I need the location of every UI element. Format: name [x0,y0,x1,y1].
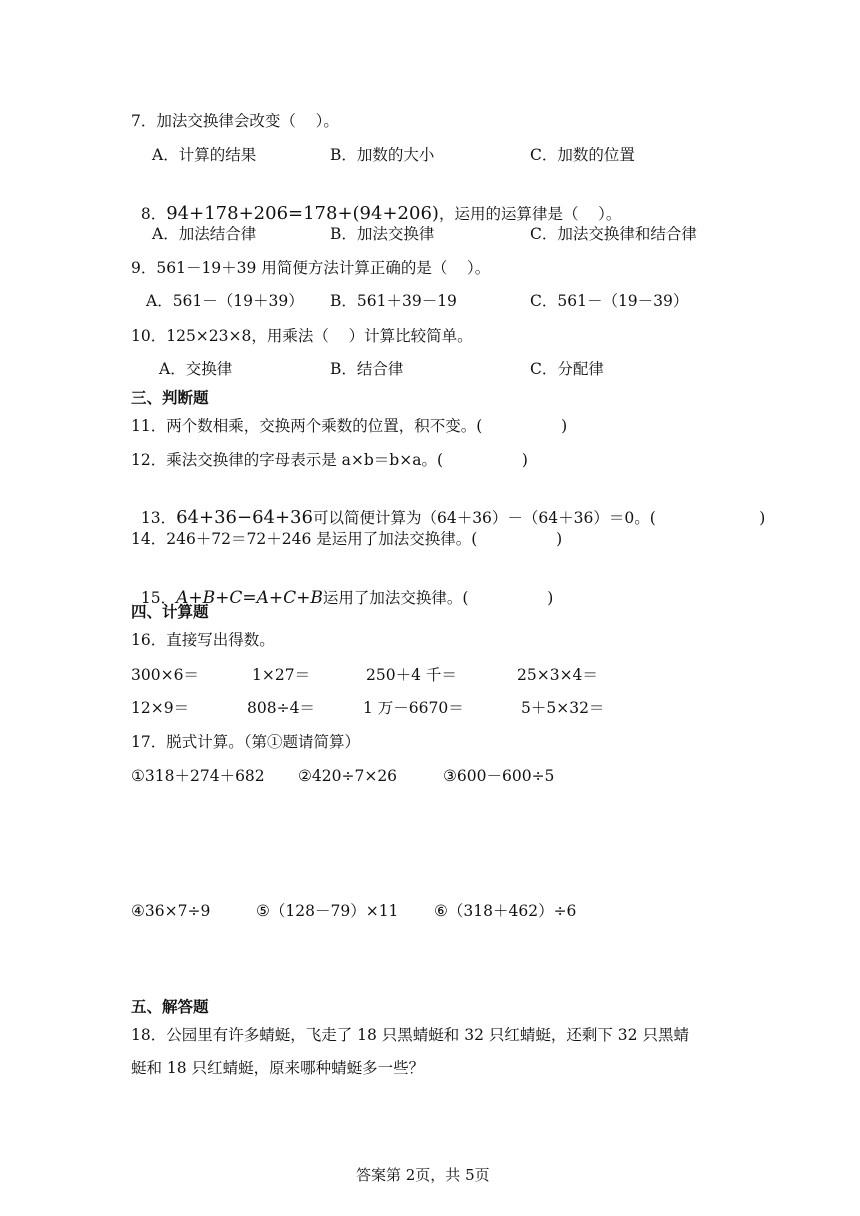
q16-item: 250＋4 千＝ [366,666,457,684]
q9-stem: 9．561－19＋39 用简便方法计算正确的是（ ）。 [131,259,491,277]
q16-item: 300×6＝ [131,666,199,684]
q17-stem: 17．脱式计算。（第①题请简算） [131,733,360,751]
q15-tail: 运用了加法交换律。( ) [322,589,554,607]
q12-statement: 12．乘法交换律的字母表示是 a×b＝b×a。( ) [131,451,528,469]
q10-option-a: A．交换律 [159,360,233,378]
q17-item: ④36×7÷9 [131,902,211,920]
q10-option-b: B．结合律 [330,360,404,378]
q16-item: 5＋5×32＝ [521,699,605,717]
q16-item: 1×27＝ [252,666,311,684]
q15-number: 15． [140,589,177,607]
q18-line-2: 蜓和 18 只红蜻蜓，原来哪种蜻蜓多一些？ [131,1059,425,1077]
section-heading-calculation: 四、计算题 [131,602,209,621]
q16-item: 1 万－6670＝ [363,699,464,717]
q9-option-a: A．561－（19＋39） [146,292,304,310]
q17-item: ⑤（128－79）×11 [256,902,399,920]
q11-statement: 11．两个数相乘，交换两个乘数的位置，积不变。( ) [131,417,568,435]
q17-item: ⑥（318＋462）÷6 [434,902,577,920]
q16-item: 808÷4＝ [247,699,315,717]
q8-number: 8． [140,205,167,223]
q10-stem: 10．125×23×8，用乘法（ ）计算比较简单。 [131,327,473,345]
q8-option-b: B．加法交换律 [330,225,435,243]
q7-option-b: B．加数的大小 [330,146,435,164]
q13-number: 13． [140,509,177,527]
q13-expression: 64+36−64+36 [176,507,313,528]
q8-expression: 94+178+206=178+(94+206) [166,203,439,224]
q9-option-b: B．561＋39－19 [330,292,457,310]
q17-item: ②420÷7×26 [298,767,398,785]
q14-statement: 14．246＋72＝72＋246 是运用了加法交换律。( ) [131,530,563,548]
q17-item: ③600－600÷5 [443,767,555,785]
page-footer: 答案第 2页，共 5页 [356,1166,490,1184]
q8-tail: ，运用的运算律是（ ）。 [438,205,622,223]
q7-option-c: C．加数的位置 [530,146,635,164]
q17-item: ①318＋274＋682 [131,767,265,785]
q16-item: 12×9＝ [131,699,190,717]
q8-stem [131,184,621,224]
q10-option-c: C．分配律 [530,360,604,378]
q13-tail: 可以简便计算为（64＋36）－（64＋36）＝0。( ) [312,509,766,527]
q7-option-a: A．计算的结果 [152,146,257,164]
q8-option-a: A．加法结合律 [152,225,257,243]
section-heading-judgement: 三、判断题 [131,388,209,407]
q13-statement [131,488,765,528]
q15-expression: A+B+C=A+C+B [176,588,323,608]
q16-stem: 16．直接写出得数。 [131,631,275,649]
q8-option-c: C．加法交换律和结合律 [530,225,697,243]
q9-option-c: C．561－（19－39） [530,292,689,310]
section-heading-answer: 五、解答题 [131,997,209,1016]
q16-item: 25×3×4＝ [517,666,598,684]
q7-stem: 7．加法交换律会改变（ ）。 [131,112,339,130]
q18-line-1: 18．公园里有许多蜻蜓，飞走了 18 只黑蜻蜓和 32 只红蜻蜓，还剩下 32 只黑蜻 [131,1026,689,1044]
